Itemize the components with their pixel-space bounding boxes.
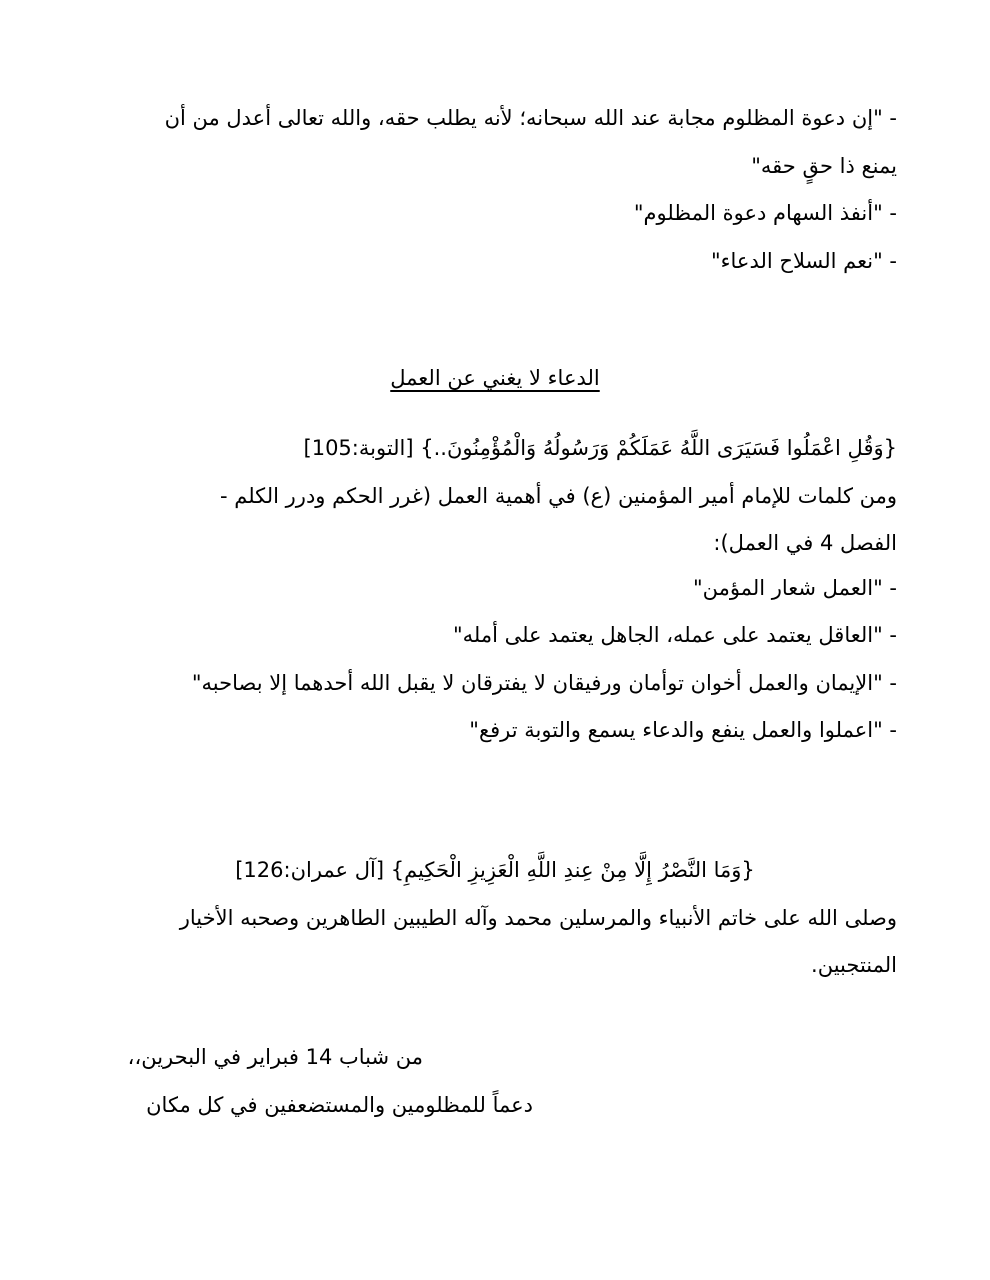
section-line-4: - "العمل شعار المؤمن" [692,576,897,600]
section-line-5: - "العاقل يعتمد على عمله، الجاهل يعتمد على أمله" [452,623,897,647]
closing-line-2: المنتجبين. [811,953,897,977]
section-line-3: الفصل 4 في العمل): [713,531,897,555]
intro-line-4: - "نعم السلاح الدعاء" [711,249,897,273]
quran-verse-al-imran: {وَمَا النَّصْرُ إِلَّا مِنْ عِندِ اللَّهِ الْعَزِيزِ الْحَكِيمِ} [آل عمران:126] [235,858,755,882]
section-line-6: - "الإيمان والعمل أخوان توأمان ورفيقان لا يفترقان لا يقبل الله أحدهما إلا بصاحبه" [191,671,897,695]
quran-verse-tawbah: {وَقُلِ اعْمَلُوا فَسَيَرَى اللَّهُ عَمَلَكُمْ وَرَسُولُهُ وَالْمُؤْمِنُونَ..} [التوبة:105] [303,436,897,460]
section-heading: الدعاء لا يغني عن العمل [390,366,600,390]
intro-line-3: - "أنفذ السهام دعوة المظلوم" [633,201,897,225]
section-line-7: - "اعملوا والعمل ينفع والدعاء يسمع والتوبة ترفع" [469,718,897,742]
intro-line-2: يمنع ذا حقٍ حقه" [751,154,897,178]
signature-line-2: دعماً للمظلومين والمستضعفين في كل مكان [146,1093,533,1117]
intro-line-1: - "إن دعوة المظلوم مجابة عند الله سبحانه؛ لأنه يطلب حقه، والله تعالى أعدل من أن [164,106,897,130]
section-line-2: ومن كلمات للإمام أمير المؤمنين (ع) في أهمية العمل (غرر الحكم ودرر الكلم - [219,484,897,508]
signature-line-1: من شباب 14 فبراير في البحرين،، [127,1045,423,1069]
closing-line-1: وصلى الله على خاتم الأنبياء والمرسلين محمد وآله الطيبين الطاهرين وصحبه الأخيار [179,906,897,930]
